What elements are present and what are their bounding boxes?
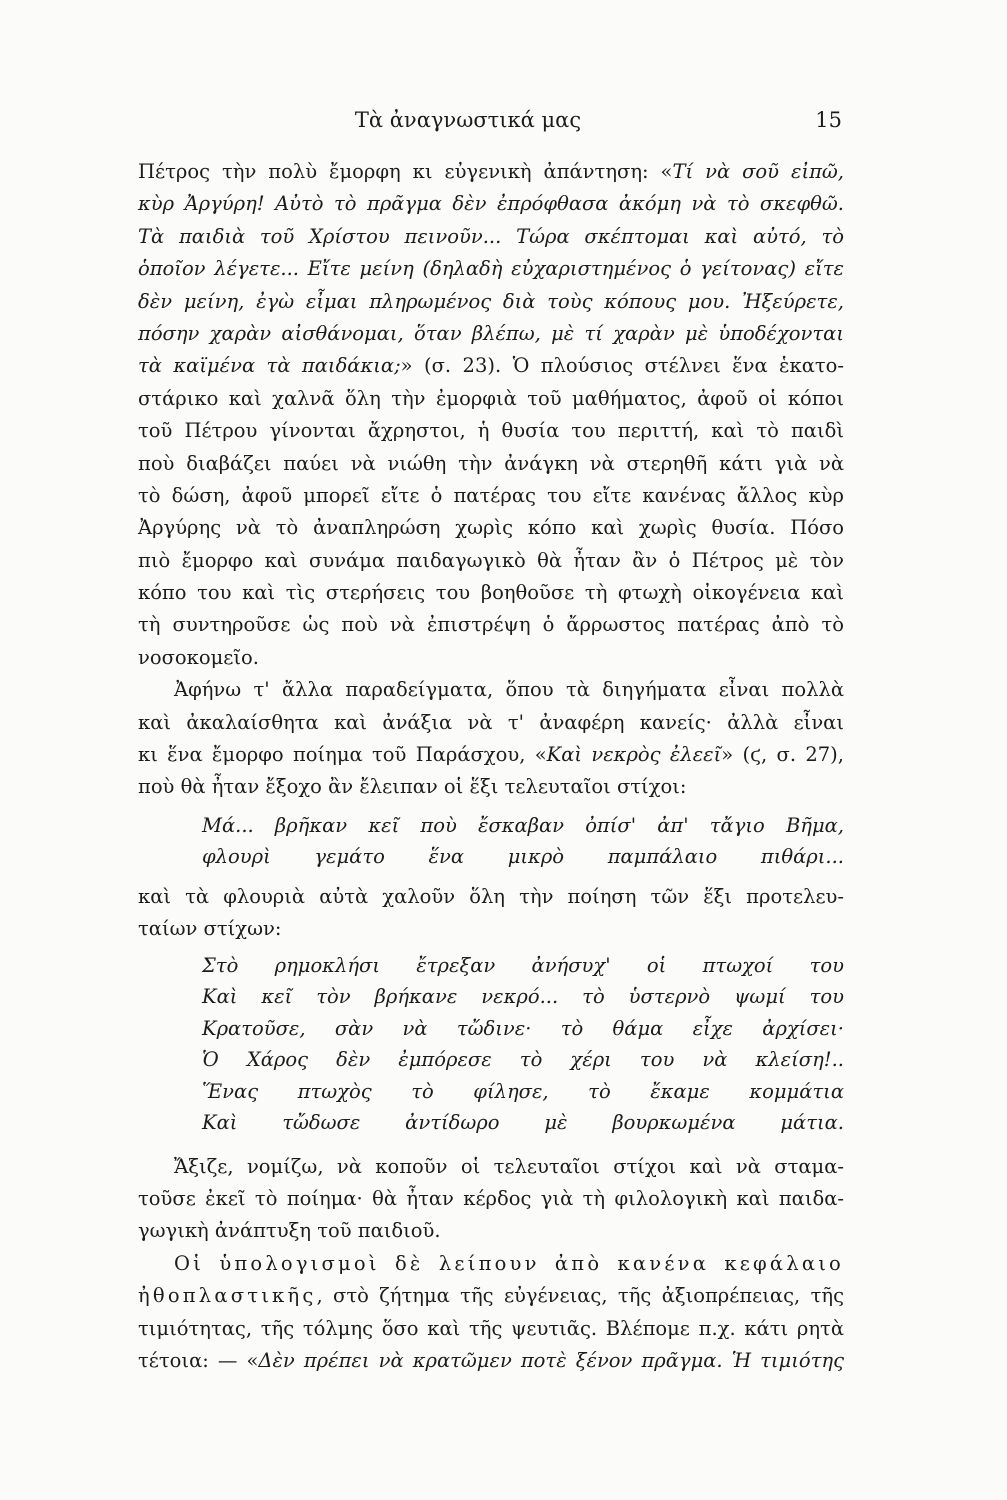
verse-line: Καὶ κεῖ τὸν βρήκανε νεκρό... τὸ ὑστερνὸ ψωμί του [202, 985, 844, 1009]
text-line: Ἄξιζε, νομίζω, νὰ κοποῦν οἱ τελευταῖοι στίχοι καὶ νὰ σταμα- [174, 1154, 844, 1178]
text-line: τιμιότητας, τῆς τόλμης ὅσο καὶ τῆς ψευτιᾶς. Βλέπομε π.χ. κάτι ρητὰ [138, 1316, 844, 1340]
running-head [0, 108, 1007, 138]
text-line: Οἱ ὑπολογισμοὶ δὲ λείπουν ἀπὸ κανένα κεφάλαιο [174, 1251, 844, 1275]
paragraph-2 [138, 674, 844, 804]
verse-line: φλουρὶ γεμάτο ἕνα μικρὸ παμπάλαιο πιθάρι... [202, 845, 844, 869]
text-line: Πέτρος τὴν πολὺ ἔμορφη κι εὐγενικὴ ἀπάντηση: «Τί νὰ σοῦ εἰπῶ, [138, 160, 845, 183]
text-line: ταίων στίχων: [138, 917, 282, 941]
text-line: τέτοια: — «Δὲν πρέπει νὰ κρατῶμεν ποτὲ ξένον πρᾶγμα. Ἡ τιμιότης [138, 1348, 844, 1372]
text-line: τοῦ Πέτρου γίνονται ἄχρηστοι, ἡ θυσία του περιττή, καὶ τὸ παιδὶ [138, 419, 844, 443]
text-line: κὺρ Ἀργύρη! Αὐτὸ τὸ πρᾶγμα δὲν ἐπρόφθασα ἀκόμη νὰ τὸ σκεφθῶ. [138, 192, 844, 216]
verse-line: Ὁ Χάρος δὲν ἐμπόρεσε τὸ χέρι του νὰ κλείση!.. [202, 1048, 844, 1072]
page-number: 15 [815, 108, 842, 132]
verse-quote-1 [138, 810, 844, 873]
text-line: Τὰ παιδιὰ τοῦ Χρίστου πεινοῦν... Τώρα σκέπτομαι καὶ αὐτό, τὸ [138, 224, 844, 248]
verse-quote-2 [138, 950, 844, 1139]
text-line: κόπο του καὶ τὶς στερήσεις του βοηθοῦσε τὴ φτωχὴ οἰκογένεια καὶ [138, 581, 844, 605]
text-line: Ἀφήνω τ' ἄλλα παραδείγματα, ὅπου τὰ διηγήματα εἶναι πολλὰ [174, 678, 844, 702]
text-line: τὰ καϊμένα τὰ παιδάκια;» (σ. 23). Ὁ πλούσιος στέλνει ἕνα ἑκατο- [138, 354, 844, 378]
running-title: Τὰ ἀναγνωστικά μας [354, 108, 582, 132]
text-line: καὶ ἀκαλαίσθητα καὶ ἀνάξια νὰ τ' ἀναφέρη κανείς· ἀλλὰ εἶναι [138, 710, 844, 734]
body-text [138, 156, 844, 1377]
paragraph-5 [138, 1248, 844, 1378]
text-line: στάρικο καὶ χαλνᾶ ὅλη τὴν ἐμορφιὰ τοῦ μαθήματος, ἀφοῦ οἱ κόποι [138, 386, 844, 410]
text-line: δὲν μείνη, ἐγὼ εἶμαι πληρωμένος διὰ τοὺς κόπους μου. Ἠξεύρετε, [138, 289, 844, 313]
paragraph-3 [138, 881, 844, 946]
text-line: τοῦσε ἐκεῖ τὸ ποίημα· θὰ ἦταν κέρδος γιὰ τὴ φιλολογικὴ καὶ παιδα- [138, 1186, 844, 1210]
text-line: τὴ συντηροῦσε ὡς ποὺ νὰ ἐπιστρέψη ὁ ἄρρωστος πατέρας ἀπὸ τὸ [138, 613, 844, 637]
text-line: πιὸ ἔμορφο καὶ συνάμα παιδαγωγικὸ θὰ ἦταν ἂν ὁ Πέτρος μὲ τὸν [138, 548, 844, 572]
text-line: ὁποῖον λέγετε... Εἴτε μείνη (δηλαδὴ εὐχαριστημένος ὁ γείτονας) εἴτε [138, 257, 844, 281]
text-line: ποὺ θὰ ἦταν ἔξοχο ἂν ἔλειπαν οἱ ἕξι τελευταῖοι στίχοι: [138, 775, 687, 799]
text-line: τὸ δώση, ἀφοῦ μπορεῖ εἴτε ὁ πατέρας του εἴτε κανένας ἄλλος κὺρ [138, 483, 844, 507]
text-line: ποὺ διαβάζει παύει νὰ νιώθη τὴν ἀνάγκη νὰ στερηθῆ κάτι γιὰ νὰ [138, 451, 844, 475]
paragraph-4 [138, 1151, 844, 1248]
verse-line: Στὸ ρημοκλήσι ἔτρεξαν ἀνήσυχ' οἱ πτωχοί του [202, 953, 844, 977]
text-line: πόσην χαρὰν αἰσθάνομαι, ὅταν βλέπω, μὲ τί χαρὰν μὲ ὑποδέχονται [138, 321, 844, 345]
text-line: νοσοκομεῖο. [138, 645, 259, 669]
paragraph-1 [138, 156, 844, 674]
verse-line: Καὶ τὤδωσε ἀντίδωρο μὲ βουρκωμένα μάτια. [202, 1111, 844, 1135]
text-line: καὶ τὰ φλουριὰ αὐτὰ χαλοῦν ὅλη τὴν ποίηση τῶν ἕξι προτελευ- [138, 884, 844, 908]
verse-line: Κρατοῦσε, σὰν νὰ τὤδινε· τὸ θάμα εἶχε ἀρχίσει· [202, 1016, 844, 1040]
verse-line: Μά... βρῆκαν κεῖ ποὺ ἔσκαβαν ὀπίσ' ἀπ' τἄγιο Βῆμα, [202, 813, 844, 837]
text-line: γωγικὴ ἀνάπτυξη τοῦ παιδιοῦ. [138, 1219, 441, 1243]
verse-line: Ἕνας πτωχὸς τὸ φίλησε, τὸ ἔκαμε κομμάτια [202, 1079, 844, 1103]
text-line: ἠθοπλαστικῆς, στὸ ζήτημα τῆς εὐγένειας, τῆς ἀξιοπρέπειας, τῆς [138, 1284, 844, 1308]
text-line: Ἀργύρης νὰ τὸ ἀναπληρώση χωρὶς κόπο καὶ χωρὶς θυσία. Πόσο [138, 516, 844, 540]
text-line: κι ἕνα ἔμορφο ποίημα τοῦ Παράσχου, «Καὶ νεκρὸς ἐλεεῖ» (ϛ, σ. 27), [138, 743, 844, 767]
